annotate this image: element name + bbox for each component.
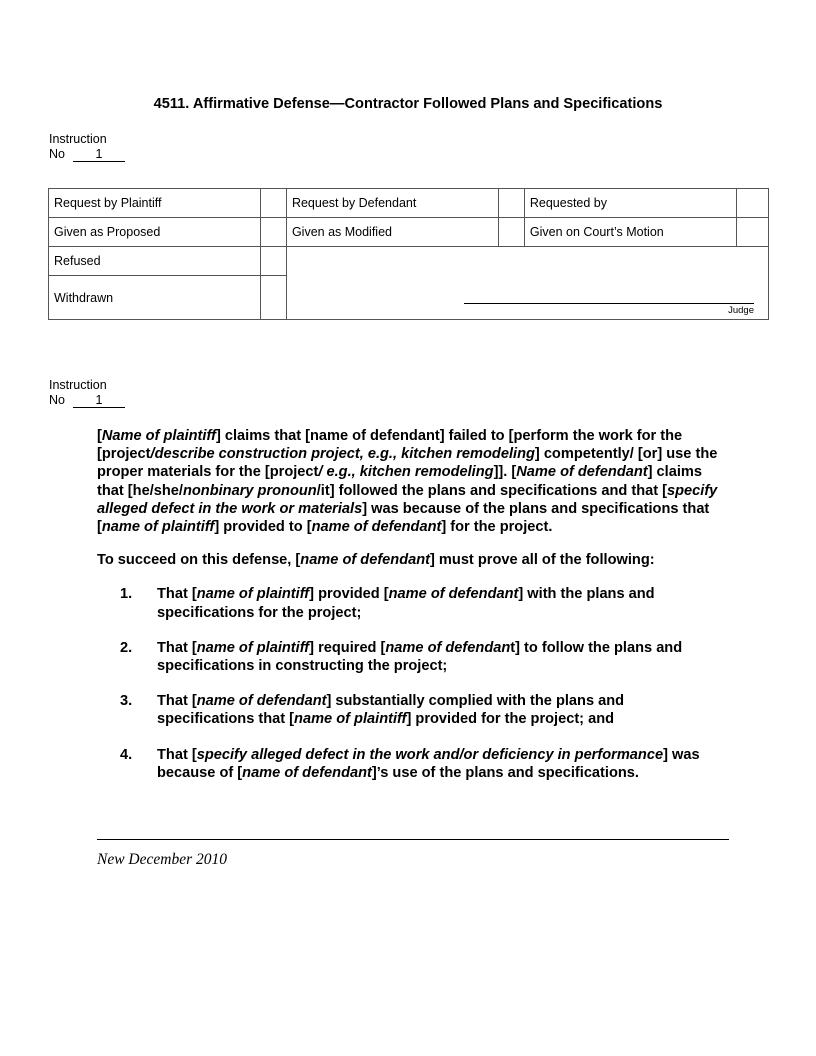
revision-note: New December 2010 xyxy=(97,851,227,868)
list-item: 2. That [name of plaintiff] required [name of defendant] to follow the plans and specifications in constructing the project; xyxy=(120,639,683,675)
instruction-no-value: 1 xyxy=(73,148,125,162)
instruction-title: 4511. Affirmative Defense—Contractor Followed Plans and Specifications xyxy=(153,96,663,112)
judge-signature-area xyxy=(286,247,768,320)
request-by-plaintiff-label: Request by Plaintiff xyxy=(49,189,261,218)
instruction-label: Instruction xyxy=(49,132,107,146)
withdrawn-label: Withdrawn xyxy=(49,276,261,320)
requested-by-checkbox[interactable] xyxy=(737,189,769,218)
refused-checkbox[interactable] xyxy=(261,247,287,276)
list-item: 4. That [specify alleged defect in the work and/or deficiency in performance] was because of [name of defendant]’s use of the plans and specifications. xyxy=(120,746,700,781)
given-as-modified-label: Given as Modified xyxy=(286,218,498,247)
instruction-body xyxy=(97,427,722,782)
instruction-number-block-top xyxy=(49,132,125,162)
paragraph-claims: [Name of plaintiff] claims that [name of defendant] failed to [perform the work for the [project/describe construction project, e.g., kitchen remodeling] competently/ [or] use the proper materials for the [project/ e.g., kitchen remodeling]]. [Name of defendant] claims that [he/she/nonbinary pronoun/it] followed the plans and specifications and that [specify alleged defect in the work or materials] was because of the plans and specifications that [name of plaintiff] provided to [name of defendant] for the project. xyxy=(97,428,718,536)
request-table xyxy=(48,188,769,320)
request-by-defendant-checkbox[interactable] xyxy=(499,189,525,218)
instruction-no-label: No xyxy=(49,393,65,407)
instruction-label: Instruction xyxy=(49,378,107,392)
judge-signature-line[interactable] xyxy=(464,303,754,304)
requested-by-label: Requested by xyxy=(524,189,736,218)
given-as-modified-checkbox[interactable] xyxy=(499,218,525,247)
request-by-defendant-label: Request by Defendant xyxy=(286,189,498,218)
instruction-number-block-bottom xyxy=(49,378,125,408)
withdrawn-checkbox[interactable] xyxy=(261,276,287,320)
refused-label: Refused xyxy=(49,247,261,276)
judge-label: Judge xyxy=(728,305,754,316)
footer-divider xyxy=(97,839,729,840)
list-item: 1. That [name of plaintiff] provided [name of defendant] with the plans and specifications for the project; xyxy=(120,586,655,621)
list-item: 3. That [name of defendant] substantially complied with the plans and specifications that [name of plaintiff] provided for the project; and xyxy=(120,693,625,728)
elements-list xyxy=(97,585,722,782)
given-on-courts-motion-label: Given on Court’s Motion xyxy=(524,218,736,247)
instruction-no-value: 1 xyxy=(73,394,125,408)
instruction-no-label: No xyxy=(49,147,65,161)
request-by-plaintiff-checkbox[interactable] xyxy=(261,189,287,218)
given-on-courts-motion-checkbox[interactable] xyxy=(737,218,769,247)
given-as-proposed-label: Given as Proposed xyxy=(49,218,261,247)
given-as-proposed-checkbox[interactable] xyxy=(261,218,287,247)
paragraph-burden: To succeed on this defense, [name of defendant] must prove all of the following: xyxy=(97,552,655,569)
